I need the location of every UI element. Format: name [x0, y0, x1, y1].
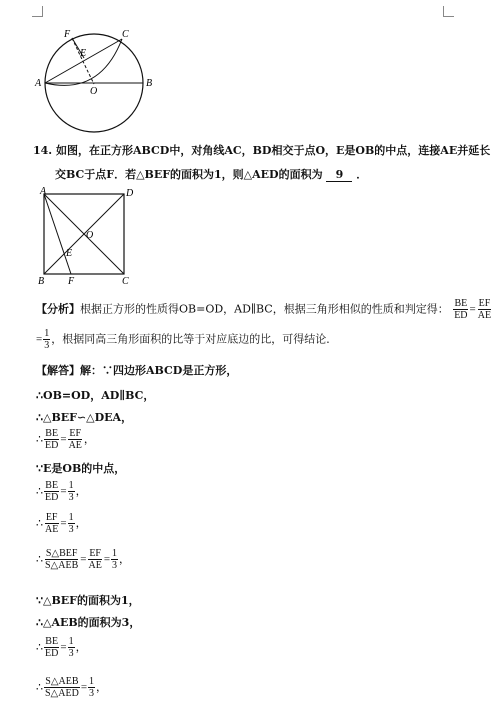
label-c: C [122, 29, 129, 40]
square-figure [36, 186, 136, 286]
analysis-line1: 【分析】根据正方形的性质得OB=OD，AD∥BC，根据三角形相似的性质和判定得： $\frac{BE}{ED}$ = $\frac{EF}{AE}$ [36, 298, 492, 321]
label-a: A [35, 78, 42, 89]
segment-af [44, 194, 71, 274]
corner-mark-top-left [32, 6, 43, 17]
answer-blank: 9 [326, 168, 352, 182]
question-text-line1: 如图，在正方形ABCD中，对角线AC，BD相交于点O，E是OB的中点，连接AE并延长 [55, 144, 491, 157]
solution-line5: ∴ $\frac{BE}{ED}$ = $\frac{1}{3}$ ， [36, 480, 87, 503]
fraction-ef-ae: $\frac{EF}{AE}$ [477, 298, 492, 321]
label-c: C [122, 276, 129, 287]
solution-line6: ∴ $\frac{EF}{AE}$ = $\frac{1}{3}$ ， [36, 512, 87, 535]
circle-figure [30, 26, 160, 136]
analysis-line2: = $\frac{1}{3}$ ，根据同高三角形面积的比等于对应底边的比，可得结论． [36, 328, 338, 351]
label-e: E [80, 48, 87, 59]
question-14-line2 [55, 166, 367, 182]
label-f: F [68, 276, 75, 287]
label-b: B [38, 276, 45, 287]
solution-line4: ∵E是OB的中点， [36, 462, 126, 475]
solution-intro: 【解答】解：∵四边形ABCD是正方形， [36, 364, 238, 377]
label-e: E [66, 248, 73, 259]
analysis-tag: 【分析】 [36, 302, 80, 316]
question-text-line2: 交BC于点F．若△BEF的面积为1，则△AED的面积为 [55, 168, 323, 181]
corner-mark-top-right [443, 6, 454, 17]
solution-line8: ∵△BEF的面积为1， [36, 594, 140, 607]
solution-line2: ∴△BEF∽△DEA， [36, 411, 133, 424]
question-text-end: ． [356, 168, 368, 181]
solution-line3: ∴ $\frac{BE}{ED}$ = $\frac{EF}{AE}$ ， [36, 428, 95, 451]
label-a: A [40, 186, 47, 197]
solution-line11: ∴ $\frac{\text{S△AEB}}{\text{S△AED}}$ = $\frac{1}{3}$ ， [36, 676, 108, 699]
label-o: O [86, 230, 94, 241]
analysis-text1: 根据正方形的性质得OB=OD，AD∥BC，根据三角形相似的性质和判定得： [80, 302, 449, 316]
analysis-text2: ，根据同高三角形面积的比等于对应底边的比，可得结论． [51, 332, 338, 346]
solution-line9: ∴△AEB的面积为3， [36, 616, 141, 629]
fraction-one-third: $\frac{1}{3}$ [44, 328, 50, 351]
question-14-line1 [33, 142, 490, 158]
fraction-be-ed: $\frac{BE}{ED}$ [454, 298, 468, 321]
label-f: F [64, 29, 71, 40]
question-number: 14. [33, 144, 53, 157]
solution-tag: 【解答】 [36, 364, 80, 377]
label-d: D [126, 188, 134, 199]
label-o: O [90, 86, 98, 97]
solution-line10: ∴ $\frac{BE}{ED}$ = $\frac{1}{3}$ ， [36, 636, 87, 659]
label-b: B [146, 78, 153, 89]
solution-line7: ∴ $\frac{\text{S△BEF}}{\text{S△AEB}}$ = $\frac{EF}{AE}$ = $\frac{1}{3}$ ， [36, 548, 131, 571]
solution-line1: ∴OB=OD，AD∥BC， [36, 389, 155, 402]
dashed-arc [72, 38, 94, 84]
